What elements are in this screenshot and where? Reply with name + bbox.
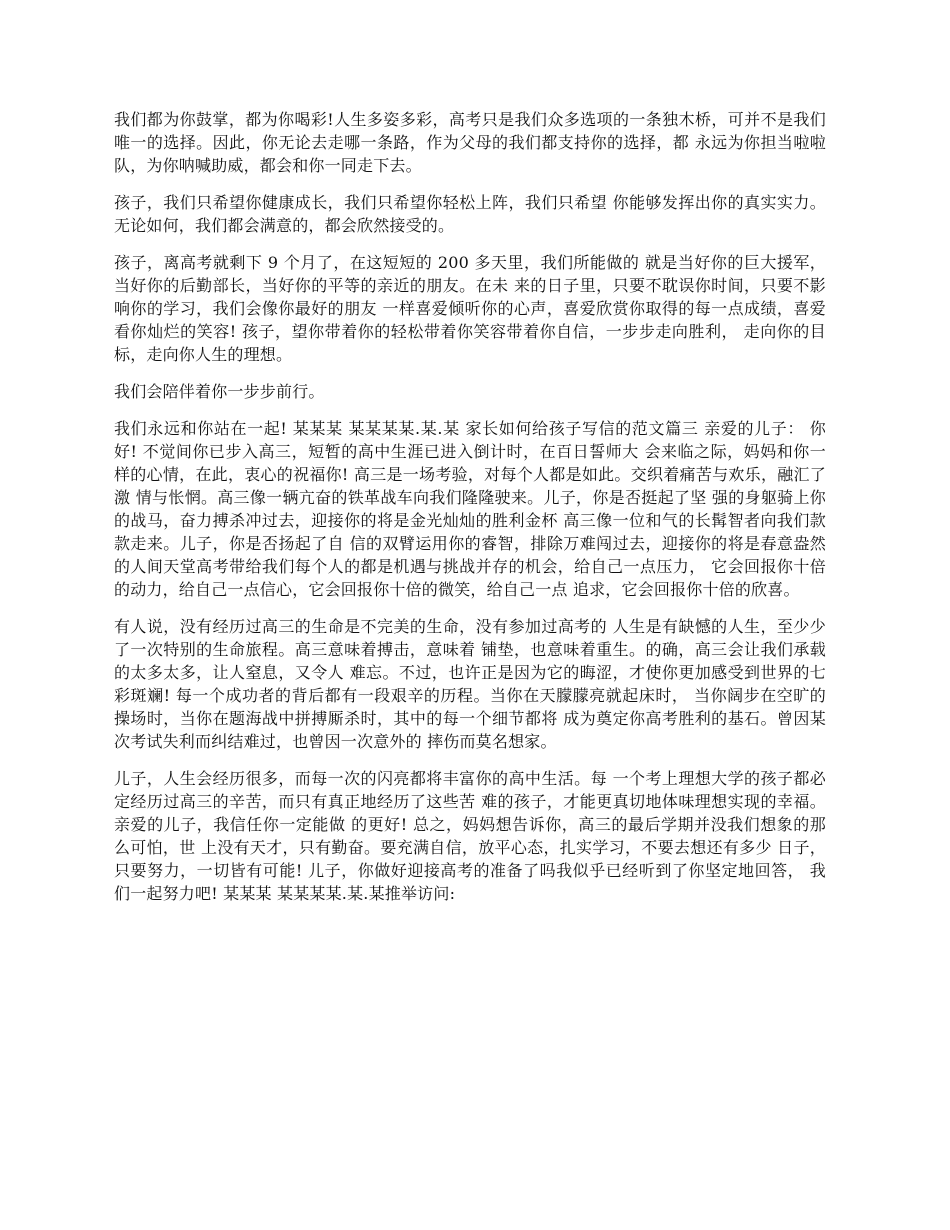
paragraph-2: 孩子，我们只希望你健康成长，我们只希望你轻松上阵，我们只希望 你能够发挥出你的真实实力。无论如何，我们都会满意的，都会欣然接受的。 [114, 193, 826, 235]
paragraph-7: 儿子，人生会经历很多，而每一次的闪亮都将丰富你的高中生活。每 一个考上理想大学的孩子都必定经历过高三的辛苦，而只有真正地经历了这些苦 难的孩子，才能更真切地体味理想实现的幸福。亲爱的儿子，我信任你一定能做 的更好! 总之，妈妈想告诉你，高三的最后学期并没我们想象的那么可怕，世 上没有天才，只有勤奋。要充满自信，放平心态，扎实学习，不要去想还有多少 日子，只要努力，一切皆有可能! 儿子，你做好迎接高考的准备了吗我似乎已经听到了你坚定地回答， 我们一起努力吧! 某某某 某某某某.某.某推举访问: [114, 769, 826, 903]
paragraph-5: 我们永远和你站在一起! 某某某 某某某某.某.某 家长如何给孩子写信的范文篇三 亲爱的儿子： 你好! 不觉间你已步入高三，短暂的高中生涯已进入倒计时，在百日誓师大 会来临之际，妈妈和你一样的心情，在此，衷心的祝福你! 高三是一场考验，对每个人都是如此。交织着痛苦与欢乐，融汇了激 情与怅惘。高三像一辆亢奋的铁革战车向我们隆隆驶来。儿子，你是否挺起了坚 强的身躯骑上你的战马，奋力搏杀冲过去，迎接你的将是金光灿灿的胜利金杯 高三像一位和气的长髯智者向我们款款走来。儿子，你是否扬起了自 信的双臂运用你的睿智，排除万难闯过去，迎接你的将是春意盎然的人间天堂高考带给我们每个人的都是机遇与挑战并存的机会，给自己一点压力， 它会回报你十倍的动力，给自己一点信心，它会回报你十倍的微笑，给自己一点 追求，它会回报你十倍的欣喜。 [114, 419, 826, 599]
paragraph-6: 有人说，没有经历过高三的生命是不完美的生命，没有参加过高考的 人生是有缺憾的人生，至少少了一次特别的生命旅程。高三意味着搏击，意味着 铺垫，也意味着重生。的确，高三会让我们承载的太多太多，让人窒息，又令人 难忘。不过，也许正是因为它的晦涩，才使你更加感受到世界的七彩斑斓! 每一个成功者的背后都有一段艰辛的历程。当你在天朦朦亮就起床时， 当你阔步在空旷的操场时，当你在题海战中拼搏厮杀时，其中的每一个细节都将 成为奠定你高考胜利的基石。曾因某次考试失利而纠结难过，也曾因一次意外的 摔伤而莫名想家。 [114, 617, 826, 751]
paragraph-1: 我们都为你鼓掌，都为你喝彩!人生多姿多彩，高考只是我们众多选项的一条独木桥，可并不是我们 唯一的选择。因此，你无论去走哪一条路，作为父母的我们都支持你的选择，都 永远为你担当啦啦队，为你呐喊助威，都会和你一同走下去。 [114, 110, 826, 175]
paragraph-3: 孩子，离高考就剩下 9 个月了，在这短短的 200 多天里，我们所能做的 就是当好你的巨大援军，当好你的后勤部长，当好你的平等的亲近的朋友。在未 来的日子里，只要不耽误你时间，只要不影响你的学习，我们会像你最好的朋友 一样喜爱倾听你的心声，喜爱欣赏你取得的每一点成绩，喜爱看你灿烂的笑容! 孩子，望你带着你的轻松带着你笑容带着你自信，一步步走向胜利， 走向你的目标，走向你人生的理想。 [114, 253, 826, 364]
document-body [114, 108, 826, 919]
paragraph-4: 我们会陪伴着你一步步前行。 [114, 382, 325, 401]
